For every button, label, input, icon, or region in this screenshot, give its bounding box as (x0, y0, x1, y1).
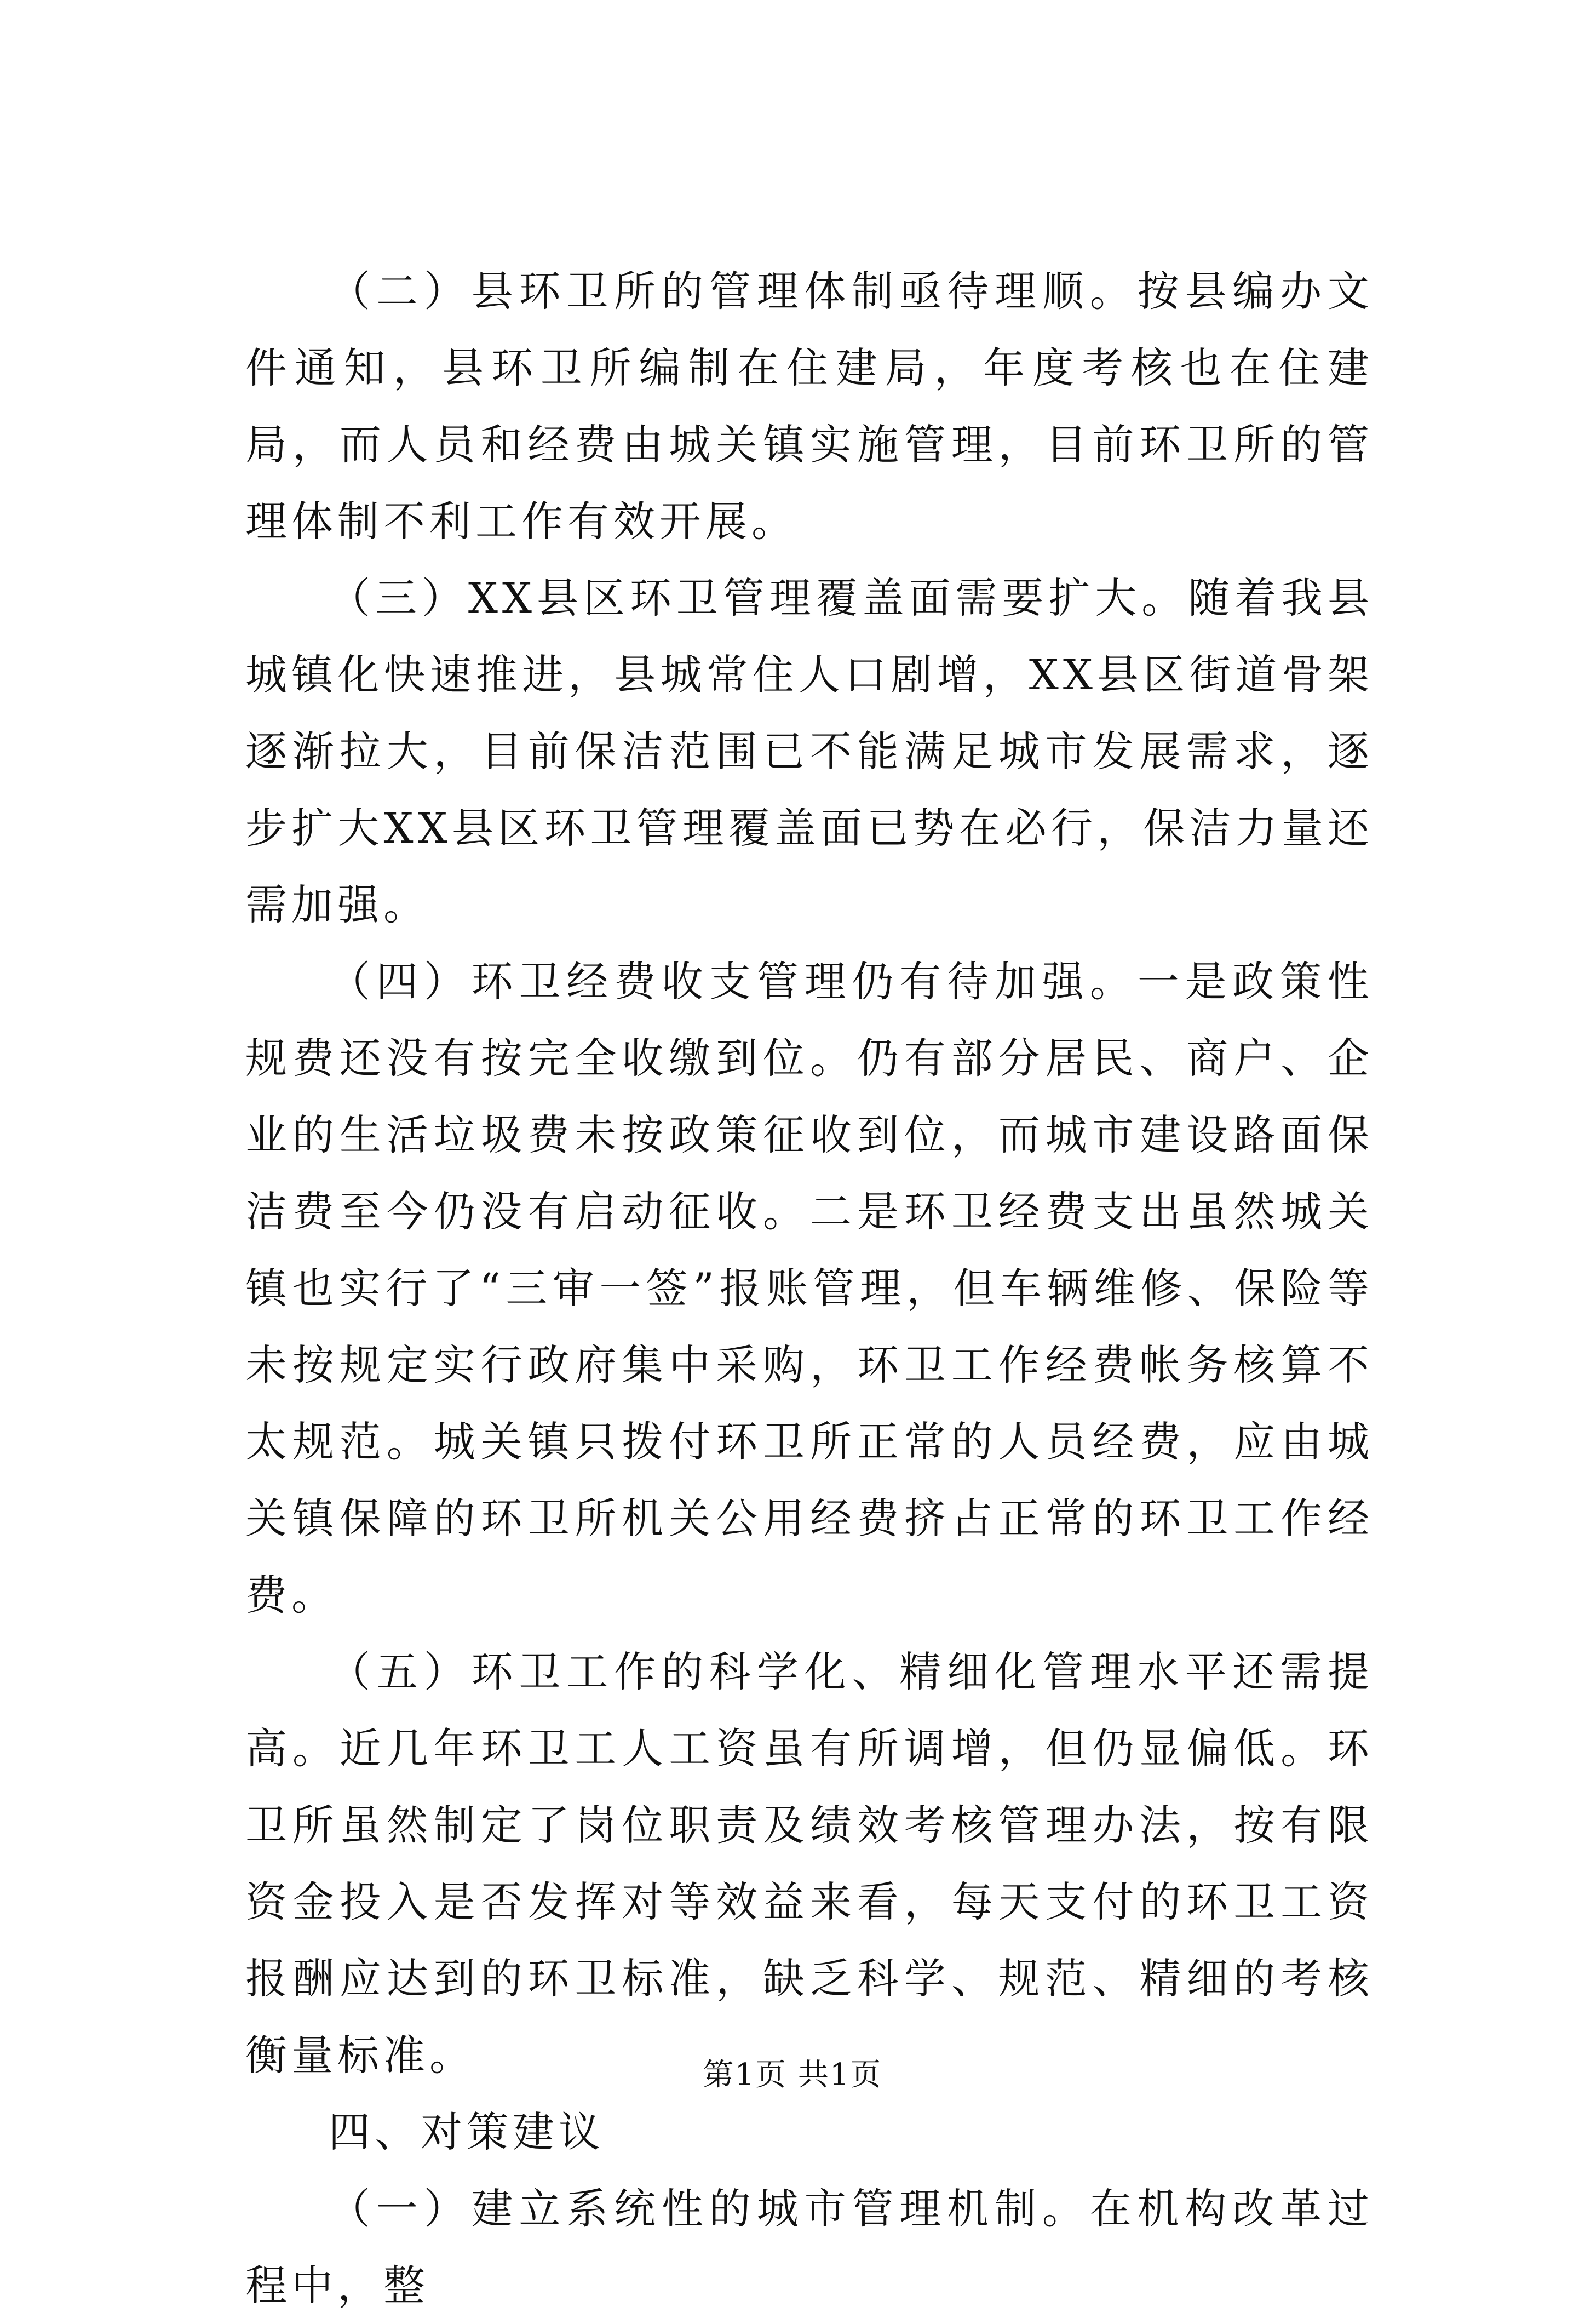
page-footer: 第1页 共1页 (703, 2057, 882, 2093)
paragraph-urban-management-mechanism: （一）建立系统性的城市管理机制。在机构改革过程中，整 (245, 2184, 1374, 2310)
paragraph-funding-management: （四）环卫经费收支管理仍有待加强。一是政策性规费还没有按完全收缴到位。仍有部分居民、商户、企业的生活垃圾费未按政策征收到位，而城市建设路面保洁费至今仍没有启动征收。二是环卫经费支出虽然城关镇也实行了“三审一签”报账管理，但车辆维修、保险等未按规定实行政府集中采购，环卫工作经费帐务核算不太规范。城关镇只拨付环卫所正常的人员经费，应由城关镇保障的环卫所机关公用经费挤占正常的环卫工作经费。 (245, 957, 1374, 1619)
section-heading-recommendations: 四、对策建议 (329, 2108, 605, 2156)
paragraph-coverage-expansion: （三）XX县区环卫管理覆盖面需要扩大。随着我县城镇化快速推进，县城常住人口剧增，XX县区街道骨架逐渐拉大，目前保洁范围已不能满足城市发展需求，逐步扩大XX县区环卫管理覆盖面已势在必行，保洁力量还需加强。 (245, 574, 1374, 929)
paragraph-scientific-management: （五）环卫工作的科学化、精细化管理水平还需提高。近几年环卫工人工资虽有所调增，但仍显偏低。环卫所虽然制定了岗位职责及绩效考核管理办法，按有限资金投入是否发挥对等效益来看，每天支付的环卫工资报酬应达到的环卫标准，缺乏科学、规范、精细的考核衡量标准。 (245, 1647, 1374, 2080)
document-body (245, 253, 1374, 2324)
paragraph-management-system: （二）县环卫所的管理体制亟待理顺。按县编办文件通知，县环卫所编制在住建局，年度考核也在住建局，而人员和经费由城关镇实施管理，目前环卫所的管理体制不利工作有效开展。 (245, 267, 1374, 546)
